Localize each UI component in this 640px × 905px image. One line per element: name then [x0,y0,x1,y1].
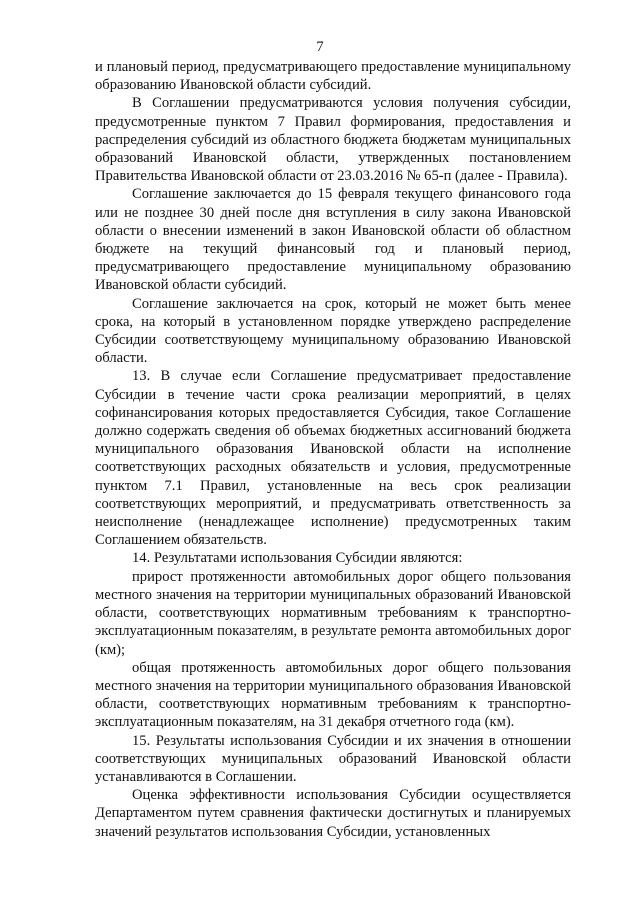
paragraph-result-total: общая протяженность автомобильных дорог общего пользования местного значения на территории муниципального образования Ивановской области, соответствующих нормативным требованиям к транспортно-эксплуатационным показателям, на 31 декабря отчетного года (км). [95,659,571,731]
paragraph-agreement-deadline: Соглашение заключается до 15 февраля текущего финансового года или не позднее 30 дней после дня вступления в силу закона Ивановской области о внесении изменений в закон Ивановской области об областном бюджете на текущий финансовый год и плановый период, предусматривающего предоставление муниципальному образованию Ивановской области субсидий. [95,186,571,294]
page-number: 7 [316,39,324,55]
document-body [95,58,571,841]
paragraph-15: 15. Результаты использования Субсидии и их значения в отношении соответствующих муниципальных образований Ивановской области устанавливаются в Соглашении. [95,732,571,785]
paragraph-14-heading: 14. Результатами использования Субсидии являются: [132,550,463,567]
paragraph-result-increase: прирост протяженности автомобильных дорог общего пользования местного значения на территории муниципальных образований Ивановской области, соответствующих нормативным требованиям к транспортно-эксплуатационным показателям, в результате ремонта автомобильных дорог (км); [95,568,571,658]
paragraph-agreement-term: Соглашение заключается на срок, который не может быть менее срока, на который в установленном порядке утверждено распределение Субсидии соответствующему муниципальному образованию Ивановской области. [95,295,571,367]
paragraph-continuation: и плановый период, предусматривающего предоставление муниципальному образованию Ивановской области субсидий. [95,59,571,94]
paragraph-efficiency-evaluation: Оценка эффективности использования Субсидии осуществляется Департаментом путем сравнения фактически достигнутых и планируемых значений результатов использования Субсидии, установленных [95,787,571,840]
paragraph-agreement-conditions: В Соглашении предусматриваются условия получения субсидии, предусмотренные пунктом 7 Правил формирования, предоставления и распределения субсидий из областного бюджета бюджетам муниципальных образований Ивановской области, утвержденных постановлением Правительства Ивановской области от 23.03.2016 № 65-п (далее - Правила). [95,95,571,185]
paragraph-13: 13. В случае если Соглашение предусматривает предоставление Субсидии в течение части срока реализации мероприятий, в целях софинансирования которых предоставляется Субсидия, такое Соглашение должно содержать сведения об объемах бюджетных ассигнований бюджета муниципального образования Ивановской области на исполнение соответствующих расходных обязательств и условия, предусмотренные пунктом 7.1 Правил, установленные на весь срок реализации соответствующих мероприятий, и предусматривать ответственность за неисполнение (ненадлежащее исполнение) предусмотренных таким Соглашением обязательств. [95,368,571,549]
